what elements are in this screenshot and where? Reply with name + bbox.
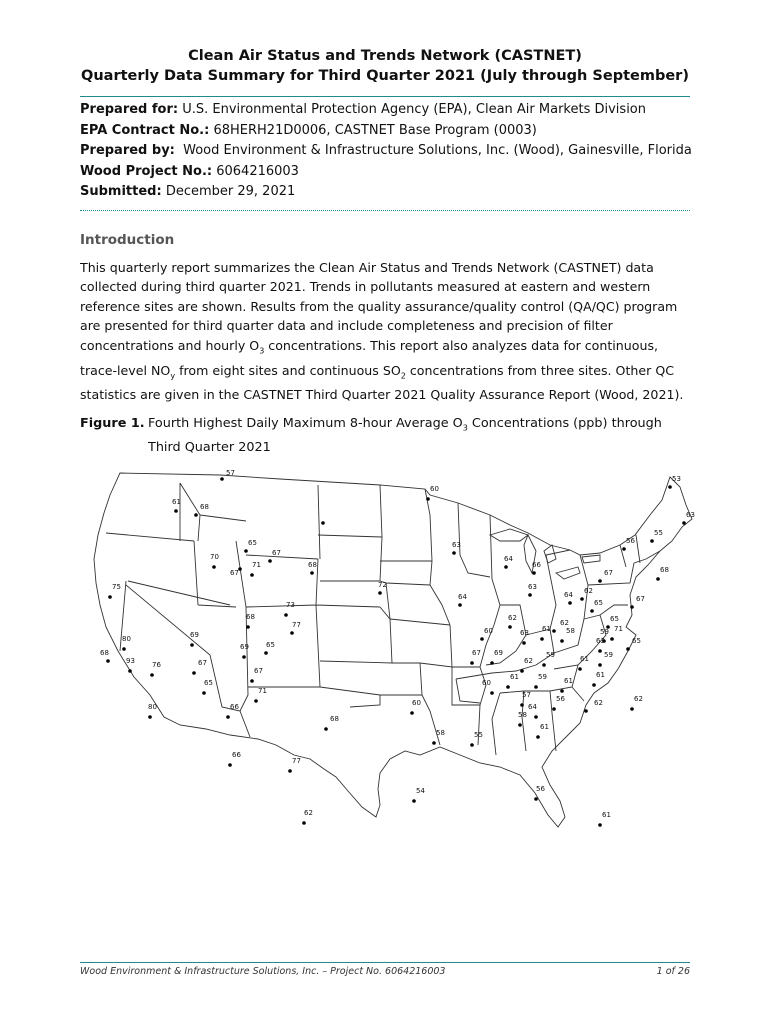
site-dot [264,651,268,655]
site-value-label: 64 [528,703,537,711]
site-value-label: 93 [126,657,135,665]
site-value-label: 62 [560,619,569,627]
site-marker [378,581,387,595]
site-dot [284,613,288,617]
site-dot [410,711,414,715]
site-marker [288,757,301,773]
site-dot [584,709,588,713]
site-dot [290,631,294,635]
site-dot [250,573,254,577]
site-value-label: 66 [232,751,241,759]
site-marker [630,695,643,711]
site-marker [470,731,483,747]
site-dot [506,685,510,689]
site-marker [150,661,161,677]
site-dot [534,715,538,719]
site-value-label: 68 [200,503,209,511]
site-value-label: 56 [556,695,565,703]
site-value-label: 62 [594,699,603,707]
site-marker [610,625,623,641]
site-marker [508,614,517,629]
site-marker [192,659,207,675]
site-value-label: 67 [254,667,263,675]
site-dot [254,699,258,703]
site-dot [578,667,582,671]
site-dot [552,707,556,711]
site-value-label: 67 [272,549,281,557]
site-marker [560,677,573,693]
site-dot [302,821,306,825]
meta-prepared-by: Prepared by: Wood Environment & Infrastructure Solutions, Inc. (Wood), Gainesville, Florida [80,143,692,158]
report-title [60,46,710,86]
site-marker [470,649,481,665]
site-value-label: 70 [210,553,219,561]
site-value-label: 66 [532,561,541,569]
great-lakes [490,529,600,579]
site-marker [226,703,239,719]
site-value-label: 67 [636,595,645,603]
site-dot [426,497,430,501]
footer-rule [80,962,690,963]
site-value-label: 64 [504,555,513,563]
site-value-label: 63 [528,583,537,591]
site-value-label: 65 [204,679,213,687]
site-dot [250,679,254,683]
page-number: 1 of 26 [656,966,690,977]
site-dot [622,547,626,551]
site-dot [226,715,230,719]
site-marker [100,649,110,663]
section-heading-introduction: Introduction [80,232,175,248]
site-dot [598,823,602,827]
site-dot [432,741,436,745]
site-marker [656,566,669,581]
site-marker [410,699,421,715]
site-marker [254,687,267,703]
site-dot [580,597,584,601]
site-value-label: 54 [416,787,425,795]
site-value-label: 63 [596,637,605,645]
site-marker [122,635,131,651]
site-marker [432,729,445,745]
site-dot [630,707,634,711]
site-value-label: 65 [632,637,641,645]
site-marker [552,695,565,711]
site-value-label: 62 [634,695,643,703]
site-marker [532,561,541,575]
site-value-label: 69 [240,643,249,651]
site-value-label: 60 [482,679,491,687]
site-dot [490,661,494,665]
site-marker [528,703,538,719]
site-value-label: 62 [584,587,593,595]
site-marker [458,593,467,607]
site-value-label: 62 [508,614,517,622]
site-dot [534,797,538,801]
site-dot [534,685,538,689]
title-line-1: Clean Air Status and Trends Network (CASTNET) [188,48,582,64]
site-marker [630,595,645,609]
site-value-label: 59 [600,628,609,636]
site-dot [568,601,572,605]
site-marker [324,715,339,731]
site-dot [630,605,634,609]
site-value-label: 62 [524,657,533,665]
site-marker [560,627,575,643]
meta-contract-no: EPA Contract No.: 68HERH21D0006, CASTNET Base Program (0003) [80,122,537,138]
site-dot [228,763,232,767]
site-value-label: 80 [148,703,157,711]
site-dot [412,799,416,803]
site-marker [536,723,549,739]
title-line-2: Quarterly Data Summary for Third Quarter 2021 (July through September) [81,68,689,84]
site-marker [290,621,301,635]
site-dot [592,683,596,687]
site-dot [268,559,272,563]
site-dot [508,625,512,629]
site-value-label: 69 [190,631,199,639]
site-dot [148,715,152,719]
site-marker [520,657,533,673]
site-dot [246,625,250,629]
site-marker [626,637,641,651]
site-dot [106,659,110,663]
site-value-label: 72 [378,581,387,589]
site-dot [324,727,328,731]
site-value-label: 67 [230,569,239,577]
figure-label: Figure 1. [80,416,145,431]
site-marker [682,511,695,525]
site-value-label: 61 [602,811,611,819]
site-value-label: 59 [546,651,555,659]
site-dot [174,509,178,513]
site-marker [108,583,121,599]
state-lines-central [318,485,486,745]
header-rule-top [80,96,690,97]
site-marker [534,673,547,689]
site-dot [520,669,524,673]
site-value-label: 55 [474,731,483,739]
site-dot [528,593,532,597]
site-value-label: 75 [112,583,121,591]
site-marker [264,641,275,655]
site-dot [480,637,484,641]
site-dot [682,521,686,525]
site-dot [242,655,246,659]
site-marker [284,601,295,617]
site-value-label: 60 [430,485,439,493]
site-dot [470,743,474,747]
site-marker [230,567,242,577]
figure-caption-text: Fourth Highest Daily Maximum 8-hour Average $O_3$ Concentrations (ppb) through Third Quarter 2021 [148,416,662,455]
site-marker [578,655,589,671]
footer-project-text: Wood Environment & Infrastructure Solutions, Inc. – Project No. 6064216003 [80,966,446,977]
site-value-label: 59 [538,673,547,681]
site-dot [202,691,206,695]
site-value-label: 57 [522,691,531,699]
site-value-label: 73 [286,601,295,609]
site-value-label: 71 [614,625,623,633]
site-marker [506,673,519,689]
site-value-label: 61 [540,723,549,731]
site-dot [378,591,382,595]
site-dot [452,551,456,555]
site-value-label: 76 [152,661,161,669]
site-value-label: 67 [604,569,613,577]
site-value-label: 61 [542,625,551,633]
site-value-label: 58 [566,627,575,635]
site-marker [244,539,257,553]
site-dot [504,565,508,569]
site-value-label: 68 [246,613,255,621]
site-dot [560,689,564,693]
site-value-label: 61 [596,671,605,679]
site-dot [598,649,602,653]
site-dot [626,647,630,651]
introduction-paragraph: This quarterly report summarizes the Clean Air Status and Trends Network (CASTNET) data collected during third quarter 2021. Trends in pollutants measured at eastern and western reference sites are shown. Results from the quality assurance/quality control (QA/QC) program are presented for third quarter data and include completeness and precision of filter concentrations and hourly $O_3$ concentrations. This report also analyzes data for continuous, trace-level $NO_y$ from eight sites and continuous $SO_2$ concentrations from three sites. Other QC statistics are given in the CASTNET Third Quarter 2021 Quality Assurance Report (Wood, 2021). [80,260,684,403]
site-marker [412,787,425,803]
site-value-label: 63 [452,541,461,549]
site-marker [650,529,663,543]
site-value-label: 55 [654,529,663,537]
us-ozone-map [80,455,700,855]
site-dot [650,539,654,543]
site-dot [122,647,126,651]
site-dot [598,579,602,583]
site-value-label: 68 [100,649,109,657]
site-value-label: 77 [292,757,301,765]
site-dot [532,571,536,575]
site-value-label: 60 [484,627,493,635]
site-dot [518,723,522,727]
site-value-label: 66 [230,703,239,711]
site-marker [584,699,603,713]
site-dot [490,691,494,695]
site-marker [250,667,263,683]
site-value-label: 69 [494,649,503,657]
site-value-label: 65 [610,615,619,623]
site-value-label: 80 [122,635,131,643]
site-dot [220,477,224,481]
us-outline [94,473,692,827]
site-dot [560,639,564,643]
site-value-label: 65 [266,641,275,649]
meta-project-no: Wood Project No.: 6064216003 [80,163,299,179]
site-marker [542,651,555,667]
site-dot [310,571,314,575]
site-marker [148,703,157,719]
site-value-label: 65 [594,599,603,607]
site-value-label: 60 [412,699,421,707]
site-dot [128,669,132,673]
meta-submitted: Submitted: December 29, 2021 [80,184,296,199]
site-dot [190,643,194,647]
site-value-label: 67 [198,659,207,667]
site-marker [250,561,261,577]
site-marker [240,643,249,659]
site-dot [522,641,526,645]
site-value-label: 64 [458,593,467,601]
site-dot [610,637,614,641]
site-value-label: 62 [304,809,313,817]
site-value-label: 65 [248,539,257,547]
site-dot [552,629,556,633]
header-rule-bottom [80,210,690,211]
site-marker [534,785,545,801]
site-dot [598,663,602,667]
site-marker [210,553,219,569]
site-marker [228,751,241,767]
site-marker [246,613,255,629]
site-dot [668,485,672,489]
site-value-label: 56 [536,785,545,793]
site-dot [194,513,198,517]
meta-prepared-for: Prepared for: U.S. Environmental Protection Agency (EPA), Clean Air Markets Division [80,102,646,117]
site-dot [536,735,540,739]
site-value-label: 71 [252,561,261,569]
site-value-label: 57 [226,469,235,477]
site-value-label: 77 [292,621,301,629]
site-marker [592,671,605,687]
site-marker [504,555,513,569]
site-marker [202,679,213,695]
site-value-label: 53 [672,475,681,483]
site-value-label: 61 [510,673,519,681]
site-dot [470,661,474,665]
site-value-label: 58 [518,711,527,719]
site-marker [126,657,135,673]
site-dot [458,603,462,607]
site-dot [244,549,248,553]
site-dot [150,673,154,677]
site-value-label: 61 [172,498,181,506]
site-value-label: 63 [686,511,695,519]
site-value-label: 56 [626,537,635,545]
site-value-label: 71 [258,687,267,695]
site-value-label: 68 [308,561,317,569]
site-dot [192,671,196,675]
site-marker [540,625,551,641]
state-lines-west [106,483,380,737]
site-dot [108,595,112,599]
site-value-label: 61 [564,677,573,685]
report-metadata [80,100,695,203]
site-value-label: 67 [472,649,481,657]
site-marker [302,809,313,825]
site-dot [656,577,660,581]
site-value-label: 58 [436,729,445,737]
site-dot [321,521,325,525]
site-value-label: 61 [580,655,589,663]
site-marker [598,651,613,667]
site-marker [598,569,613,583]
site-value-label: 63 [520,629,529,637]
site-marker [564,591,573,605]
site-marker [598,811,611,827]
site-marker [308,561,317,575]
site-marker [480,627,493,641]
site-marker [321,521,325,525]
site-markers [100,469,695,827]
site-dot [590,609,594,613]
site-marker [528,583,537,597]
site-marker [622,537,635,551]
site-dot [520,703,524,707]
site-value-label: 68 [660,566,669,574]
map-boundaries [94,473,692,827]
site-dot [542,663,546,667]
site-dot [212,565,216,569]
site-dot [540,637,544,641]
site-dot [288,769,292,773]
site-value-label: 64 [564,591,573,599]
site-value-label: 59 [604,651,613,659]
site-marker [590,599,603,613]
site-value-label: 68 [330,715,339,723]
